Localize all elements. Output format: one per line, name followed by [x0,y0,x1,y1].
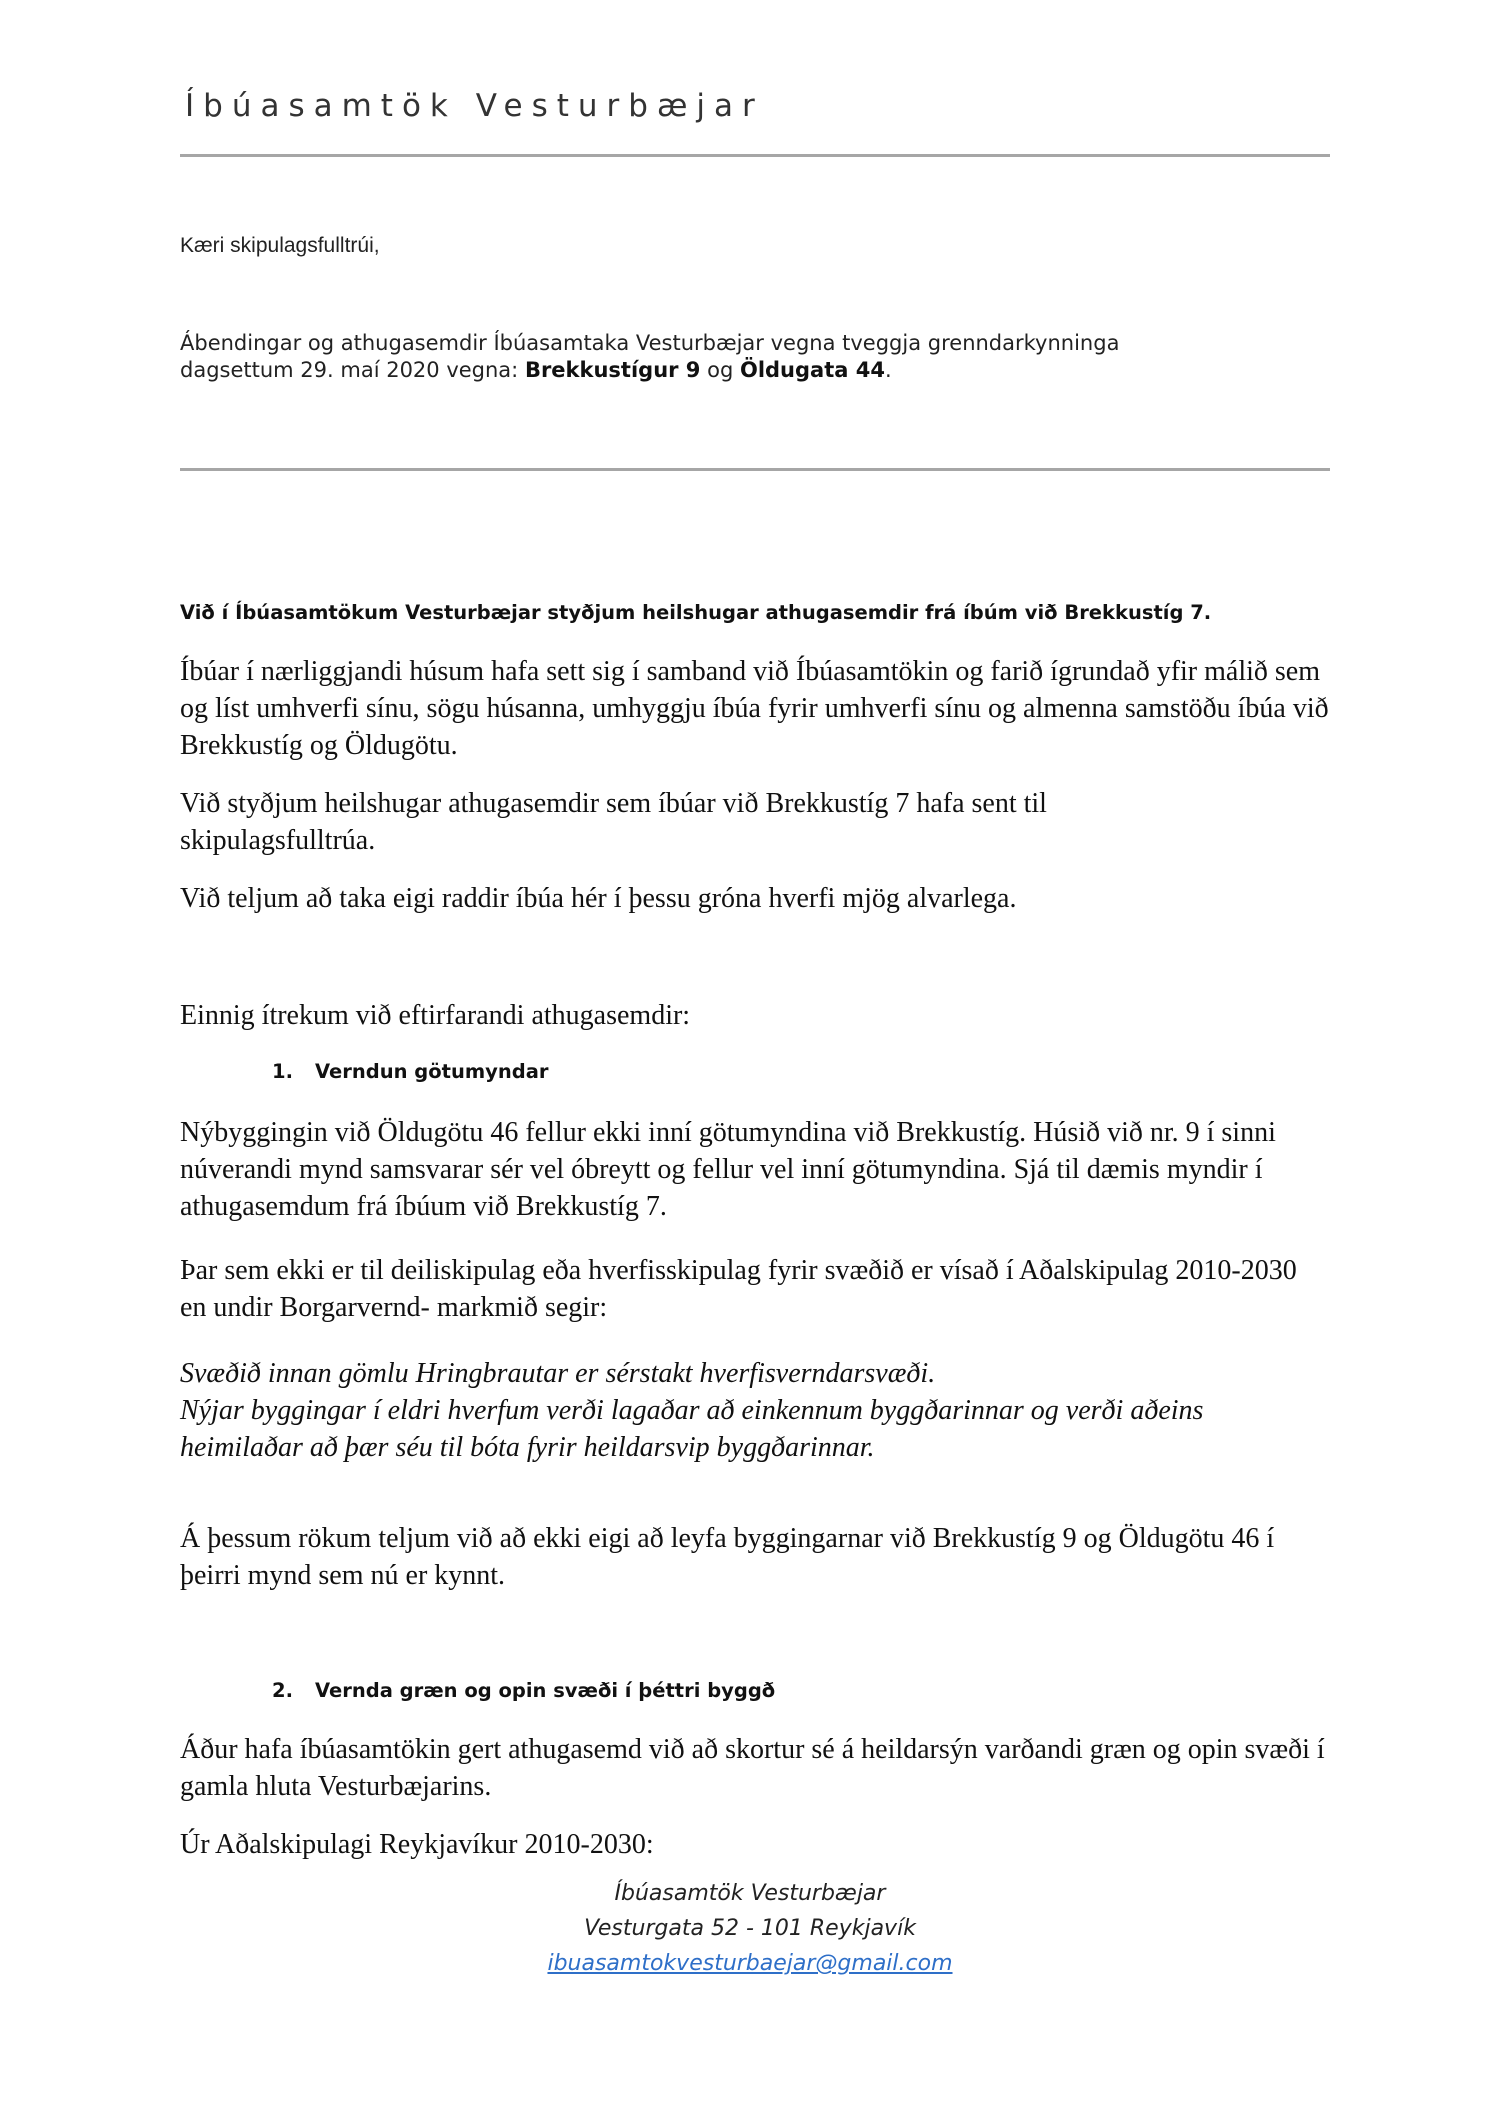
subject-end: . [884,358,892,382]
header-divider [180,154,1330,157]
section-1-conclusion: Á þessum rökum teljum við að ekki eigi að leyfa byggingarnar við Brekkustíg 9 og Öldugötu 46 í þeirri mynd sem nú er kynnt. [180,1523,1275,1591]
paragraph-residents-contact: Íbúar í nærliggjandi húsum hafa sett sig í samband við Íbúasamtökin og farið ígrundað yfir málið sem og líst umhverfi sínu, sögu húsanna, umhyggju íbúa fyrir umhverfi sínu og almenna samstöðu íbúa við Brekkustíg og Öldugötu. [180,656,1329,761]
subject-line-2-prefix: dagsettum 29. maí 2020 vegna: [180,358,525,382]
support-heading: Við í Íbúasamtökum Vesturbæjar styðjum heilshugar athugasemdir frá íbúm við Brekkustíg 7. [180,601,1212,624]
letterhead-org-name: Íbúasamtök Vesturbæjar [185,88,764,124]
footer-address: Vesturgata 52 - 101 Reykjavík [584,1916,916,1941]
section-2-paragraph-green-areas: Áður hafa íbúasamtökin gert athugasemd við að skortur sé á heildarsýn varðandi græn og opin svæði í gamla hluta Vesturbæjarins. [180,1734,1325,1802]
subject-line-1: Ábendingar og athugasemdir Íbúasamtaka Vesturbæjar vegna tveggja grenndarkynninga [180,331,1120,355]
section-2-paragraph-source: Úr Aðalskipulagi Reykjavíkur 2010-2030: [180,1829,654,1860]
section-1-heading [272,1060,548,1083]
section-2-number: 2. [272,1679,293,1702]
subject-line [180,330,1330,384]
footer [0,1876,1500,1981]
paragraph-support: Við styðjum heilshugar athugasemdir sem íbúar við Brekkustíg 7 hafa sent til skipulagsfulltrúa. [180,788,1047,856]
footer-org-name: Íbúasamtök Vesturbæjar [614,1881,886,1906]
paragraph-reiterate: Einnig ítrekum við eftirfarandi athugasemdir: [180,1000,691,1031]
section-1-paragraph-streetscape: Nýbyggingin við Öldugötu 46 fellur ekki inní götumyndina við Brekkustíg. Húsið við nr. 9 í sinni núverandi mynd samsvarar sér vel óbreytt og fellur vel inní götumyndina. Sjá til dæmis myndir í athugasemdum frá íbúum við Brekkustíg 7. [180,1117,1276,1222]
plan-quote-line-2: Nýjar byggingar í eldri hverfum verði lagaðar að einkennum byggðarinnar og verði aðeins heimilaðar að þær séu til bóta fyrir heildarsvip byggðarinnar. [180,1395,1204,1463]
section-1-number: 1. [272,1060,293,1083]
section-1-title: Verndun götumyndar [315,1060,549,1083]
plan-quote-line-1: Svæðið innan gömlu Hringbrautar er sérstakt hverfisverndarsvæði. [180,1358,936,1389]
section-2-title: Vernda græn og opin svæði í þéttri byggð [315,1679,776,1702]
subject-address-1: Brekkustígur 9 [524,358,701,382]
plan-quote [180,1355,1340,1466]
paragraph-voices: Við teljum að taka eigi raddir íbúa hér í þessu gróna hverfi mjög alvarlega. [180,883,1017,914]
footer-email-link[interactable]: ibuasamtokvesturbaejar@gmail.com [547,1951,953,1976]
subject-address-2: Öldugata 44 [739,358,885,382]
greeting: Kæri skipulagsfulltrúi, [180,234,380,257]
subject-divider [180,468,1330,471]
section-1-paragraph-plan: Þar sem ekki er til deiliskipulag eða hverfisskipulag fyrir svæðið er vísað í Aðalskipulag 2010-2030 en undir Borgarvernd- markmið segir: [180,1255,1297,1323]
subject-connector: og [700,358,740,382]
section-2-heading [272,1679,775,1702]
